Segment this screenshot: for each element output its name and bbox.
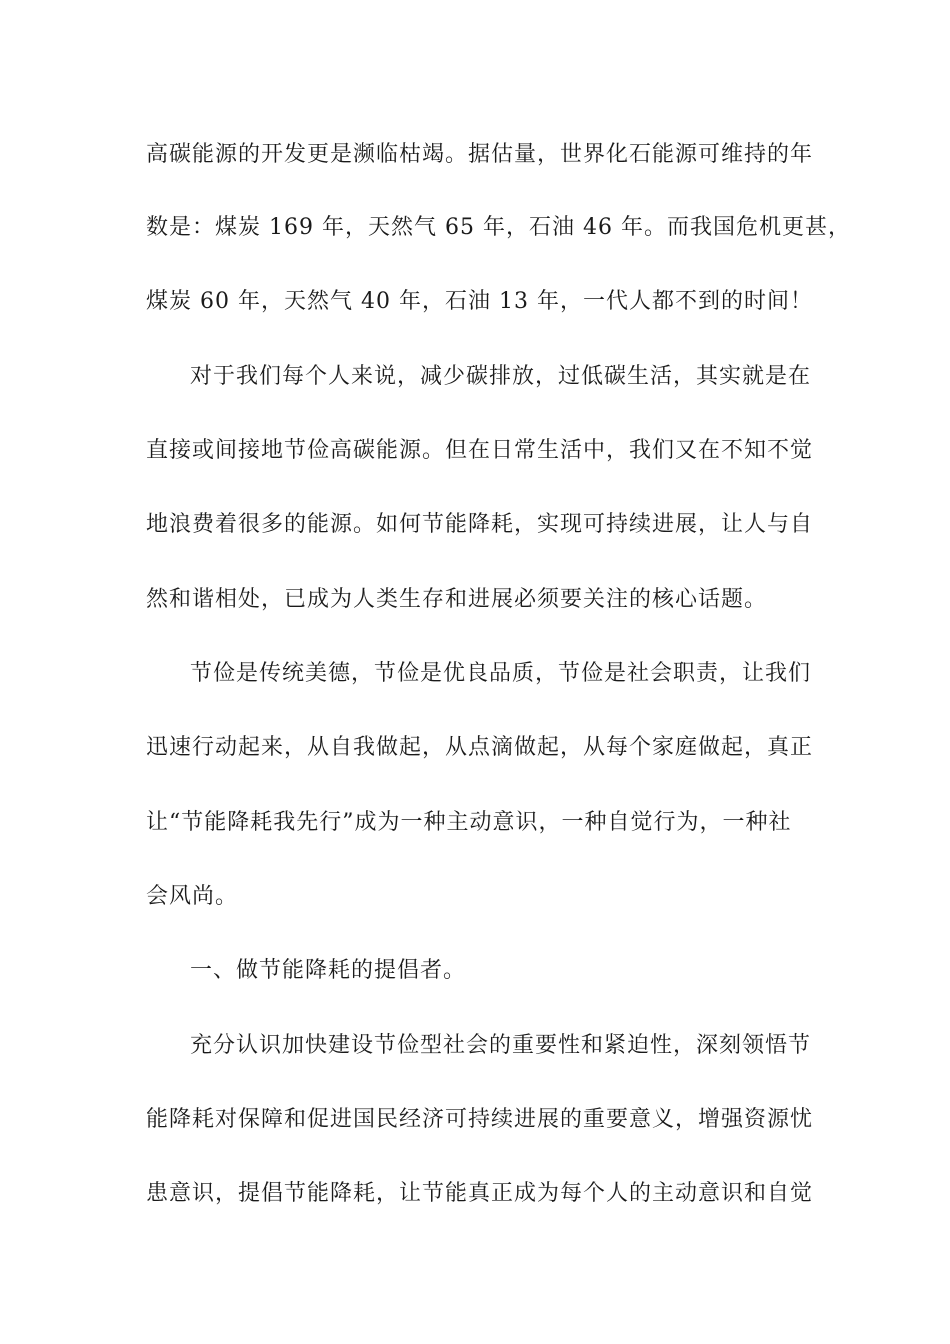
text-line: 能降耗对保障和促进国民经济可持续进展的重要意义，增强资源忧 xyxy=(146,1107,814,1132)
paragraph-first-line: 对于我们每个人来说，减少碳排放，过低碳生活，其实就是在 xyxy=(190,364,812,389)
text-line: 数是：煤炭 169 年，天然气 65 年，石油 46 年。而我国危机更甚， xyxy=(146,215,851,240)
text-line: 直接或间接地节俭高碳能源。但在日常生活中，我们又在不知不觉 xyxy=(146,438,814,463)
section-heading: 一、做节能降耗的提倡者。 xyxy=(190,958,467,983)
paragraph-first-line: 节俭是传统美德，节俭是优良品质，节俭是社会职责，让我们 xyxy=(190,661,812,686)
text-line: 会风尚。 xyxy=(146,884,239,909)
text-line: 让“节能降耗我先行”成为一种主动意识，一种自觉行为，一种社 xyxy=(146,810,792,835)
text-line: 高碳能源的开发更是濒临枯竭。据估量，世界化石能源可维持的年 xyxy=(146,142,814,167)
text-line: 迅速行动起来，从自我做起，从点滴做起，从每个家庭做起，真正 xyxy=(146,735,814,760)
text-line: 煤炭 60 年，天然气 40 年，石油 13 年，一代人都不到的时间！ xyxy=(146,289,813,314)
text-line: 地浪费着很多的能源。如何节能降耗，实现可持续进展，让人与自 xyxy=(146,512,814,537)
text-line: 患意识，提倡节能降耗，让节能真正成为每个人的主动意识和自觉 xyxy=(146,1181,814,1206)
paragraph-first-line: 充分认识加快建设节俭型社会的重要性和紧迫性，深刻领悟节 xyxy=(190,1033,812,1058)
text-line: 然和谐相处，已成为人类生存和进展必须要关注的核心话题。 xyxy=(146,587,768,612)
